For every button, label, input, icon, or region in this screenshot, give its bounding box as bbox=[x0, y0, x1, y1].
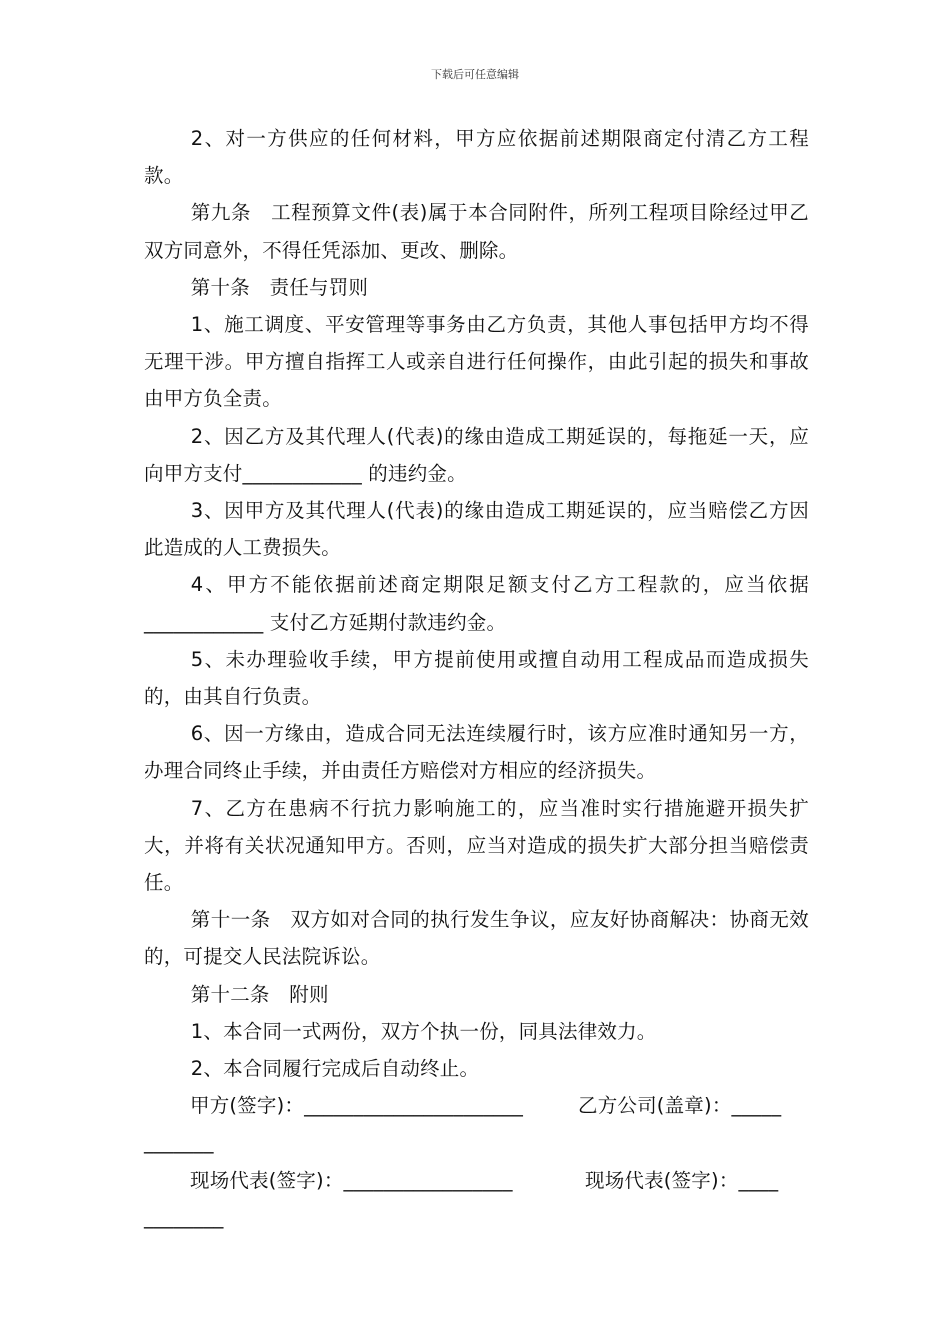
article-9: 第九条 工程预算文件(表)属于本合同附件，所列工程项目除经过甲乙双方同意外，不得任凭添加、更改、删除。 bbox=[144, 201, 809, 262]
paragraph: 3、因甲方及其代理人(代表)的缘由造成工期延误的，应当赔偿乙方因此造成的人工费损失。 bbox=[144, 499, 809, 560]
party-b-seal: 乙方公司(盖章)：_____ bbox=[578, 1094, 782, 1118]
paragraph: 2、因乙方及其代理人(代表)的缘由造成工期延误的，每拖延一天，应向甲方支付____________ 的违约金。 bbox=[144, 424, 809, 485]
paragraph: 1、本合同一式两份，双方个执一份，同具法律效力。 bbox=[190, 1019, 657, 1043]
party-a-signature: 甲方(签字)：______________________ bbox=[190, 1094, 524, 1118]
rep-b-signature-continuation: ________ bbox=[144, 1205, 224, 1229]
paragraph: 7、乙方在患病不行抗力影响施工的，应当准时实行措施避开损失扩大，并将有关状况通知甲方。否则，应当对造成的损失扩大部分担当赔偿责任。 bbox=[144, 796, 809, 895]
paragraph: 6、因一方缘由，造成合同无法连续履行时，该方应准时通知另一方，办理合同终止手续，并由责任方赔偿对方相应的经济损失。 bbox=[144, 722, 809, 783]
article-12-heading: 第十二条 附则 bbox=[190, 982, 329, 1006]
paragraph: 5、未办理验收手续，甲方提前使用或擅自动用工程成品而造成损失的，由其自行负责。 bbox=[144, 647, 809, 709]
paragraph: 2、对一方供应的任何材料，甲方应依据前述期限商定付清乙方工程款。 bbox=[144, 127, 809, 188]
paragraph: 2、本合同履行完成后自动终止。 bbox=[190, 1057, 480, 1081]
contract-body bbox=[144, 120, 809, 1236]
party-b-seal-continuation: _______ bbox=[144, 1131, 214, 1155]
signature-row-representatives bbox=[144, 1162, 809, 1199]
rep-b-signature: 现场代表(签字)：____ bbox=[585, 1168, 779, 1192]
paragraph: 1、施工调度、平安管理等事务由乙方负责，其他人事包括甲方均不得无理干涉。甲方擅自指挥工人或亲自进行任何操作，由此引起的损失和事故由甲方负全责。 bbox=[144, 313, 809, 411]
header-note: 下载后可任意编辑 bbox=[431, 68, 519, 81]
article-11: 第十一条 双方如对合同的执行发生争议，应友好协商解决：协商无效的，可提交人民法院诉讼。 bbox=[144, 908, 809, 969]
paragraph: 4、甲方不能依据前述商定期限足额支付乙方工程款的，应当依据____________ 支付乙方延期付款违约金。 bbox=[144, 573, 809, 634]
signature-row-parties bbox=[144, 1087, 809, 1124]
rep-a-signature: 现场代表(签字)：_________________ bbox=[190, 1168, 513, 1192]
article-10-heading: 第十条 责任与罚则 bbox=[190, 275, 369, 299]
